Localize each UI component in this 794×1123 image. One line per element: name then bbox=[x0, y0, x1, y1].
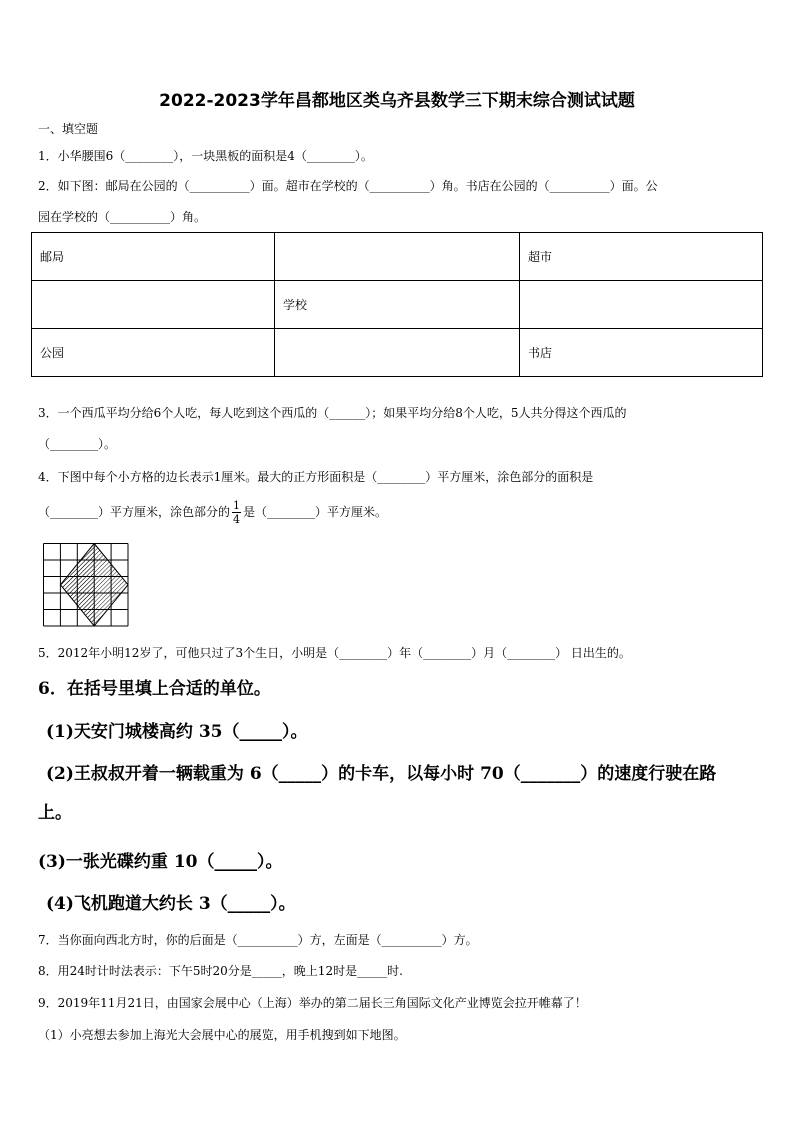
table-cell bbox=[32, 281, 275, 329]
question-2-line-1: 2．如下图：邮局在公园的（__________）面。超市在学校的（__________）角。书店在公园的（__________）面。公 bbox=[38, 179, 658, 193]
table-cell: 书店 bbox=[520, 329, 763, 377]
question-2-line-2: 园在学校的（__________）角。 bbox=[38, 210, 207, 224]
question-9-line-1: 9．2019年11月21日，由国家会展中心（上海）举办的第二届长三角国际文化产业博览会拉开帷幕了！ bbox=[38, 996, 587, 1010]
question-6-part-1: (1)天安门城楼高约 35（_____）。 bbox=[46, 722, 308, 742]
question-7: 7．当你面向西北方时，你的后面是（__________）方，左面是（__________）方。 bbox=[38, 933, 478, 947]
question-6-part-4: (4)飞机跑道大约长 3（_____）。 bbox=[46, 894, 296, 914]
question-5: 5．2012年小明12岁了，可他只过了3个生日，小明是（________）年（________）月（________） 日出生的。 bbox=[38, 646, 631, 660]
question-4-line-1: 4．下图中每个小方格的边长表示1厘米。最大的正方形面积是（________）平方厘米，涂色部分的面积是 bbox=[38, 470, 594, 484]
table-row bbox=[32, 329, 763, 377]
page-title: 2022-2023学年昌都地区类乌齐县数学三下期末综合测试试题 bbox=[159, 91, 635, 111]
question-6-part-2-line-2: 上。 bbox=[38, 803, 72, 823]
question-8: 8．用24时计时法表示：下午5时20分是_____，晚上12时是_____时. bbox=[38, 964, 403, 978]
grid-figure bbox=[43, 543, 129, 627]
table-cell bbox=[275, 233, 520, 281]
table-cell: 邮局 bbox=[32, 233, 275, 281]
fraction-denominator: 4 bbox=[233, 513, 241, 526]
question-6-heading: 6．在括号里填上合适的单位。 bbox=[38, 679, 271, 699]
question-6-part-3: (3)一张光碟约重 10（_____）。 bbox=[38, 852, 283, 872]
table-cell: 学校 bbox=[275, 281, 520, 329]
question-3-line-2: （________）。 bbox=[38, 437, 117, 451]
table-cell: 超市 bbox=[520, 233, 763, 281]
table-row bbox=[32, 281, 763, 329]
table-cell: 公园 bbox=[32, 329, 275, 377]
question-4-line-2 bbox=[38, 497, 387, 527]
fraction bbox=[232, 499, 241, 526]
section-heading: 一、填空题 bbox=[38, 122, 99, 136]
question-6-part-2-line-1: (2)王叔叔开着一辆载重为 6（_____）的卡车，以每小时 70（_______）的速度行驶在路 bbox=[46, 764, 717, 784]
table-cell bbox=[520, 281, 763, 329]
fraction-numerator: 1 bbox=[233, 499, 241, 512]
location-map-table bbox=[31, 232, 763, 377]
table-row bbox=[32, 233, 763, 281]
question-4-text-a: （________）平方厘米，涂色部分的 bbox=[38, 505, 231, 519]
table-cell bbox=[275, 329, 520, 377]
question-1: 1．小华腰围6（________），一块黑板的面积是4（________）。 bbox=[38, 149, 373, 163]
question-9-line-2: （1）小亮想去参加上海光大会展中心的展览，用手机搜到如下地图。 bbox=[38, 1028, 406, 1042]
question-3-line-1: 3．一个西瓜平均分给6个人吃，每人吃到这个西瓜的（______）；如果平均分给8个人吃，5人共分得这个西瓜的 bbox=[38, 406, 627, 420]
question-4-text-b: 是（________）平方厘米。 bbox=[243, 505, 388, 519]
